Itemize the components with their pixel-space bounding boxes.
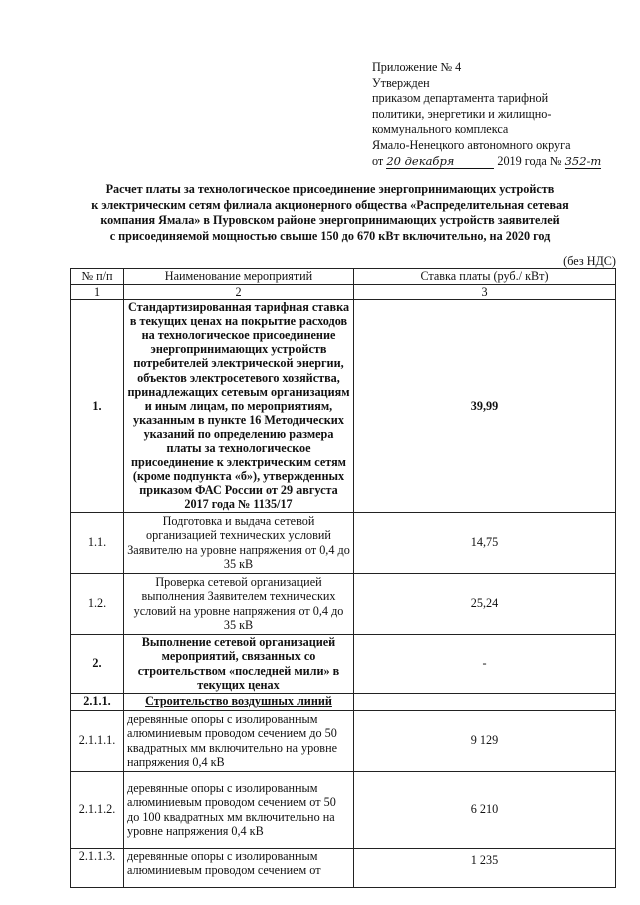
handwritten-date: 20 декабря [386,155,494,169]
approved-label: Утвержден [372,75,430,90]
approval-date-line [372,154,632,170]
title-line: с присоединяемой мощностью свыше 150 до 670 кВт включительно, на 2020 год [109,228,551,243]
table-row [71,512,616,573]
row-value: 39,99 [354,300,616,512]
row-number: 2. [71,634,124,693]
row-name: Стандартизированная тарифная ставка в текущих ценах на покрытие расходов на технологическое присоединение энергопринимающих устройств потребителей электрической энергии, объектов электросетевого хозяйства, принадлежащих сетевым организациям и иным лицам, по мероприятиям, указанным в пункте 16 Методических указаний по определению размера платы за технологическое присоединение к электрическим сетям (кроме подпункта «б»), утвержденных приказом ФАС России от 29 августа 2017 года № 1135/17 [124,300,354,512]
table-row [71,710,616,771]
column-number: 3 [354,285,616,300]
row-number: 2.1.1.3. [71,848,124,887]
header-cell: № п/п [71,269,124,285]
row-number: 2.1.1.2. [71,771,124,848]
approval-line: Ямало-Ненецкого автономного округа [372,137,571,152]
row-name: Подготовка и выдача сетевой организацией технических условий Заявителю на уровне напряжения от 0,4 до 35 кВ [124,512,354,573]
approval-line: коммунального комплекса [372,122,509,137]
row-name: деревянные опоры с изолированным алюминиевым проводом сечением от 50 до 100 квадратных мм включительно на уровне напряжения 0,4 кВ [124,771,354,848]
table-row [71,300,616,512]
header-cell: Ставка платы (руб./ кВт) [354,269,616,285]
row-name: деревянные опоры с изолированным алюминиевым проводом сечением до 50 квадратных мм включительно на уровне напряжения 0,4 кВ [124,710,354,771]
column-number: 2 [124,285,354,300]
rates-table [70,268,616,888]
table-row [71,634,616,693]
title-line: Расчет платы за технологическое присоединение энергопринимающих устройств [105,182,555,196]
approval-line: приказом департамента тарифной [372,91,549,106]
row-number: 1. [71,300,124,512]
row-number: 2.1.1.1. [71,710,124,771]
row-name: деревянные опоры с изолированным алюминиевым проводом сечением от [124,848,354,887]
row-number: 1.2. [71,573,124,634]
row-value [354,693,616,710]
row-value: 14,75 [354,512,616,573]
table-row [71,848,616,887]
handwritten-order-number: 352-т [564,153,602,168]
appendix-number: Приложение № 4 [372,60,462,74]
title-line: к электрическим сетям филиала акционерного общества «Распределительная сетевая [91,197,569,212]
row-value: 1 235 [354,848,616,887]
row-name: Строительство воздушных линий [124,693,354,710]
row-name: Проверка сетевой организацией выполнения Заявителем технических условий на уровне напряжения от 0,4 до 35 кВ [124,573,354,634]
year-label: 2019 года № [497,153,562,168]
table-header-row [71,269,616,285]
from-label: от [372,153,384,168]
row-number: 1.1. [71,512,124,573]
row-value: 25,24 [354,573,616,634]
table-row [71,573,616,634]
column-number-row [71,285,616,300]
document-title [40,182,620,244]
row-value: 6 210 [354,771,616,848]
approval-line: политики, энергетики и жилищно- [372,106,552,121]
table-row [71,693,616,710]
row-number: 2.1.1. [71,693,124,710]
row-name: Выполнение сетевой организацией мероприятий, связанных со строительством «последней мили» в текущих ценах [124,634,354,693]
row-value: - [354,634,616,693]
column-number: 1 [71,285,124,300]
header-cell: Наименование мероприятий [124,269,354,285]
approval-block [372,60,632,169]
title-line: компания Ямала» в Пуровском районе энергопринимающих устройств заявителей [100,213,560,228]
vat-note: (без НДС) [563,254,616,268]
row-value: 9 129 [354,710,616,771]
table-row [71,771,616,848]
